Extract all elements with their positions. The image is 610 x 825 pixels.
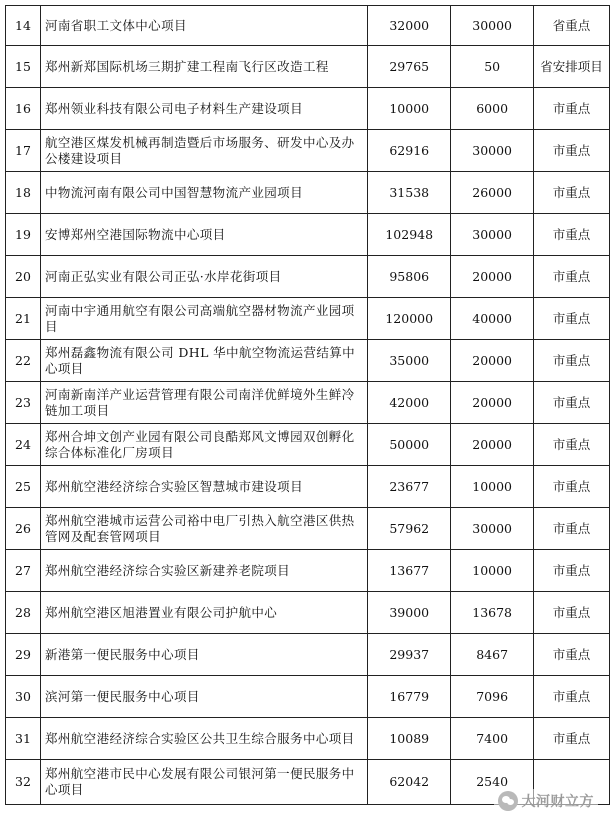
table-row xyxy=(6,676,610,718)
project-level: 省重点 xyxy=(534,6,610,46)
table-row xyxy=(6,130,610,172)
project-name: 河南正弘实业有限公司正弘·水岸花街项目 xyxy=(40,256,367,298)
table-row xyxy=(6,508,610,550)
total-investment: 10089 xyxy=(368,718,451,760)
annual-investment: 26000 xyxy=(451,172,534,214)
project-level: 市重点 xyxy=(534,88,610,130)
total-investment: 62916 xyxy=(368,130,451,172)
annual-investment: 30000 xyxy=(451,508,534,550)
table-row xyxy=(6,298,610,340)
total-investment: 23677 xyxy=(368,466,451,508)
project-name: 中物流河南有限公司中国智慧物流产业园项目 xyxy=(40,172,367,214)
project-name: 郑州合坤文创产业园有限公司良酷郑风文博园双创孵化综合体标准化厂房项目 xyxy=(40,424,367,466)
project-level: 市重点 xyxy=(534,256,610,298)
row-number: 14 xyxy=(6,6,41,46)
row-number: 24 xyxy=(6,424,41,466)
project-level: 市重点 xyxy=(534,508,610,550)
watermark xyxy=(494,789,599,813)
project-level: 市重点 xyxy=(534,718,610,760)
total-investment: 29937 xyxy=(368,634,451,676)
total-investment: 95806 xyxy=(368,256,451,298)
project-name: 河南新南洋产业运营管理有限公司南洋优鲜境外生鲜冷链加工项目 xyxy=(40,382,367,424)
row-number: 17 xyxy=(6,130,41,172)
row-number: 32 xyxy=(6,760,41,805)
total-investment: 16779 xyxy=(368,676,451,718)
total-investment: 10000 xyxy=(368,88,451,130)
annual-investment: 8467 xyxy=(451,634,534,676)
annual-investment: 30000 xyxy=(451,6,534,46)
row-number: 23 xyxy=(6,382,41,424)
annual-investment: 20000 xyxy=(451,382,534,424)
total-investment: 50000 xyxy=(368,424,451,466)
project-level: 市重点 xyxy=(534,130,610,172)
project-level: 市重点 xyxy=(534,214,610,256)
total-investment: 102948 xyxy=(368,214,451,256)
annual-investment: 2540 xyxy=(451,760,534,805)
row-number: 18 xyxy=(6,172,41,214)
annual-investment: 7400 xyxy=(451,718,534,760)
table-row xyxy=(6,718,610,760)
total-investment: 13677 xyxy=(368,550,451,592)
annual-investment: 6000 xyxy=(451,88,534,130)
project-level: 市重点 xyxy=(534,340,610,382)
project-name: 河南省职工文体中心项目 xyxy=(40,6,367,46)
total-investment: 57962 xyxy=(368,508,451,550)
row-number: 22 xyxy=(6,340,41,382)
table-row xyxy=(6,172,610,214)
total-investment: 62042 xyxy=(368,760,451,805)
project-name: 郑州领业科技有限公司电子材料生产建设项目 xyxy=(40,88,367,130)
annual-investment: 20000 xyxy=(451,424,534,466)
project-level: 市重点 xyxy=(534,298,610,340)
project-name: 郑州航空港经济综合实验区智慧城市建设项目 xyxy=(40,466,367,508)
project-table-body xyxy=(6,6,610,805)
project-level: 市重点 xyxy=(534,592,610,634)
annual-investment: 30000 xyxy=(451,214,534,256)
annual-investment: 20000 xyxy=(451,256,534,298)
table-row xyxy=(6,466,610,508)
project-name: 航空港区煤发机械再制造暨后市场服务、研发中心及办公楼建设项目 xyxy=(40,130,367,172)
project-level: 市重点 xyxy=(534,634,610,676)
row-number: 29 xyxy=(6,634,41,676)
row-number: 30 xyxy=(6,676,41,718)
annual-investment: 10000 xyxy=(451,550,534,592)
project-name: 郑州航空港经济综合实验区公共卫生综合服务中心项目 xyxy=(40,718,367,760)
total-investment: 35000 xyxy=(368,340,451,382)
table-row xyxy=(6,382,610,424)
project-name: 郑州航空港市民中心发展有限公司银河第一便民服务中心项目 xyxy=(40,760,367,805)
wechat-icon xyxy=(498,791,518,811)
table-row xyxy=(6,634,610,676)
project-name: 郑州航空港城市运营公司裕中电厂引热入航空港区供热管网及配套管网项目 xyxy=(40,508,367,550)
total-investment: 29765 xyxy=(368,46,451,88)
annual-investment: 50 xyxy=(451,46,534,88)
project-level: 市重点 xyxy=(534,676,610,718)
row-number: 25 xyxy=(6,466,41,508)
project-name: 新港第一便民服务中心项目 xyxy=(40,634,367,676)
project-name: 河南中宇通用航空有限公司高端航空器材物流产业园项目 xyxy=(40,298,367,340)
project-level: 市重点 xyxy=(534,424,610,466)
project-level: 市重点 xyxy=(534,466,610,508)
row-number: 31 xyxy=(6,718,41,760)
table-row xyxy=(6,550,610,592)
row-number: 21 xyxy=(6,298,41,340)
annual-investment: 10000 xyxy=(451,466,534,508)
row-number: 26 xyxy=(6,508,41,550)
table-row xyxy=(6,46,610,88)
row-number: 20 xyxy=(6,256,41,298)
annual-investment: 7096 xyxy=(451,676,534,718)
project-level: 市重点 xyxy=(534,172,610,214)
project-name: 郑州航空港经济综合实验区新建养老院项目 xyxy=(40,550,367,592)
table-row xyxy=(6,88,610,130)
row-number: 15 xyxy=(6,46,41,88)
project-level: 省安排项目 xyxy=(534,46,610,88)
row-number: 28 xyxy=(6,592,41,634)
annual-investment: 20000 xyxy=(451,340,534,382)
row-number: 27 xyxy=(6,550,41,592)
table-row xyxy=(6,6,610,46)
total-investment: 42000 xyxy=(368,382,451,424)
project-name: 郑州磊鑫物流有限公司 DHL 华中航空物流运营结算中心项目 xyxy=(40,340,367,382)
total-investment: 120000 xyxy=(368,298,451,340)
table-row xyxy=(6,424,610,466)
table-row xyxy=(6,340,610,382)
annual-investment: 40000 xyxy=(451,298,534,340)
table-row xyxy=(6,256,610,298)
project-name: 安博郑州空港国际物流中心项目 xyxy=(40,214,367,256)
total-investment: 32000 xyxy=(368,6,451,46)
row-number: 16 xyxy=(6,88,41,130)
annual-investment: 30000 xyxy=(451,130,534,172)
project-name: 滨河第一便民服务中心项目 xyxy=(40,676,367,718)
total-investment: 39000 xyxy=(368,592,451,634)
table-row xyxy=(6,592,610,634)
annual-investment: 13678 xyxy=(451,592,534,634)
project-level: 市重点 xyxy=(534,550,610,592)
project-name: 郑州航空港区旭港置业有限公司护航中心 xyxy=(40,592,367,634)
project-name: 郑州新郑国际机场三期扩建工程南飞行区改造工程 xyxy=(40,46,367,88)
project-table xyxy=(5,5,610,805)
project-level: 市重点 xyxy=(534,382,610,424)
watermark-text: 大河财立方 xyxy=(521,794,594,810)
row-number: 19 xyxy=(6,214,41,256)
total-investment: 31538 xyxy=(368,172,451,214)
table-row xyxy=(6,214,610,256)
